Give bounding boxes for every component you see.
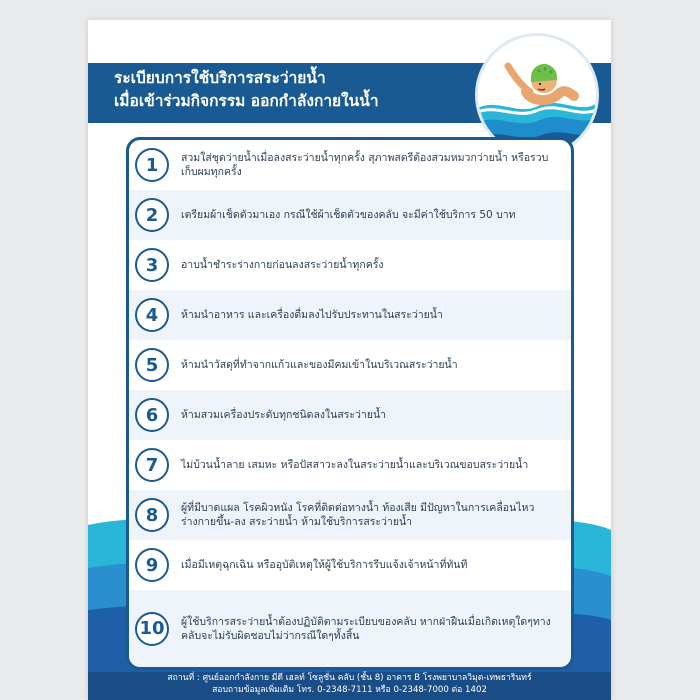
page-title-line-1: ระเบียบการใช้บริการสระว่ายน้ำ [114,69,326,87]
rule-number-badge: 6 [135,398,169,432]
rule-text: อาบน้ำชำระร่างกายก่อนลงสระว่ายน้ำทุกครั้ง [181,259,384,271]
rule-number-badge: 7 [135,448,169,482]
rule-row [129,440,571,490]
footer-location: สถานที่ : ศูนย์ออกกำลังกาย มีดี เฮลท์ โซลูชั่น คลับ (ชั้น 8) อาคาร B โรงพยาบาลวิมุต-เทพธารินทร์ [167,673,532,683]
rule-number-badge: 10 [135,612,169,646]
rule-number-badge: 8 [135,498,169,532]
rule-row [129,390,571,440]
rule-text: ห้ามนำอาหาร และเครื่องดื่มลงไปรับประทานในสระว่ายน้ำ [181,309,443,321]
rule-number-badge: 3 [135,248,169,282]
rule-number-badge: 1 [135,148,169,182]
rule-text: ห้ามนำวัสดุที่ทำจากแก้วและของมีคมเข้าในบริเวณสระว่ายน้ำ [181,359,458,371]
rule-row [129,540,571,590]
rule-number-badge: 4 [135,298,169,332]
rule-number-badge: 9 [135,548,169,582]
rule-text: ห้ามสวมเครื่องประดับทุกชนิดลงในสระว่ายน้ำ [181,409,387,421]
rules-card [126,137,574,670]
footer [88,672,611,700]
page-title-line-2: เมื่อเข้าร่วมกิจกรรม ออกกำลังกายในน้ำ [114,92,379,110]
rule-row [129,490,571,540]
rule-row [129,190,571,240]
rule-row [129,340,571,390]
rule-row [129,290,571,340]
rule-text: ไม่บ้วนน้ำลาย เสมหะ หรือปัสสาวะลงในสระว่ายน้ำและบริเวณขอบสระว่ายน้ำ [181,459,529,471]
rule-text: เตรียมผ้าเช็ดตัวมาเอง กรณีใช้ผ้าเช็ดตัวของคลับ จะมีค่าใช้บริการ 50 บาท [181,209,516,221]
rule-row [129,140,571,190]
rule-text: ผู้ใช้บริการสระว่ายน้ำต้องปฏิบัติตามระเบียบของคลับ หากฝ่าฝืนเมื่อเกิดเหตุใดๆทางคลับจะไม่รับผิดชอบไม่ว่ากรณีใดๆทั้งสิ้น [181,615,551,642]
rule-number-badge: 5 [135,348,169,382]
poster [88,20,611,700]
rule-text: เมื่อมีเหตุฉุกเฉิน หรืออุบัติเหตุให้ผู้ใช้บริการรีบแจ้งเจ้าหน้าที่ทันที [181,559,468,571]
rule-row [129,590,571,667]
rule-text: ผู้ที่มีบาดแผล โรคผิวหนัง โรคที่ติดต่อทางน้ำ ท้องเสีย มีปัญหาในการเคลื่อนไหวร่างกายขึ้น-ลง สระว่ายน้ำ ห้ามใช้บริการสระว่ายน้ำ [181,502,535,528]
footer-contact: สอบถามข้อมูลเพิ่มเติม โทร. 0-2348-7111 หรือ 0-2348-7000 ต่อ 1402 [212,685,487,695]
rule-row [129,240,571,290]
rule-number-badge: 2 [135,198,169,232]
rule-text: สวมใส่ชุดว่ายน้ำเมื่อลงสระว่ายน้ำทุกครั้ง สุภาพสตรีต้องสวมหมวกว่ายน้ำ หรือรวบเก็บผมทุกครั้ง [181,152,549,178]
